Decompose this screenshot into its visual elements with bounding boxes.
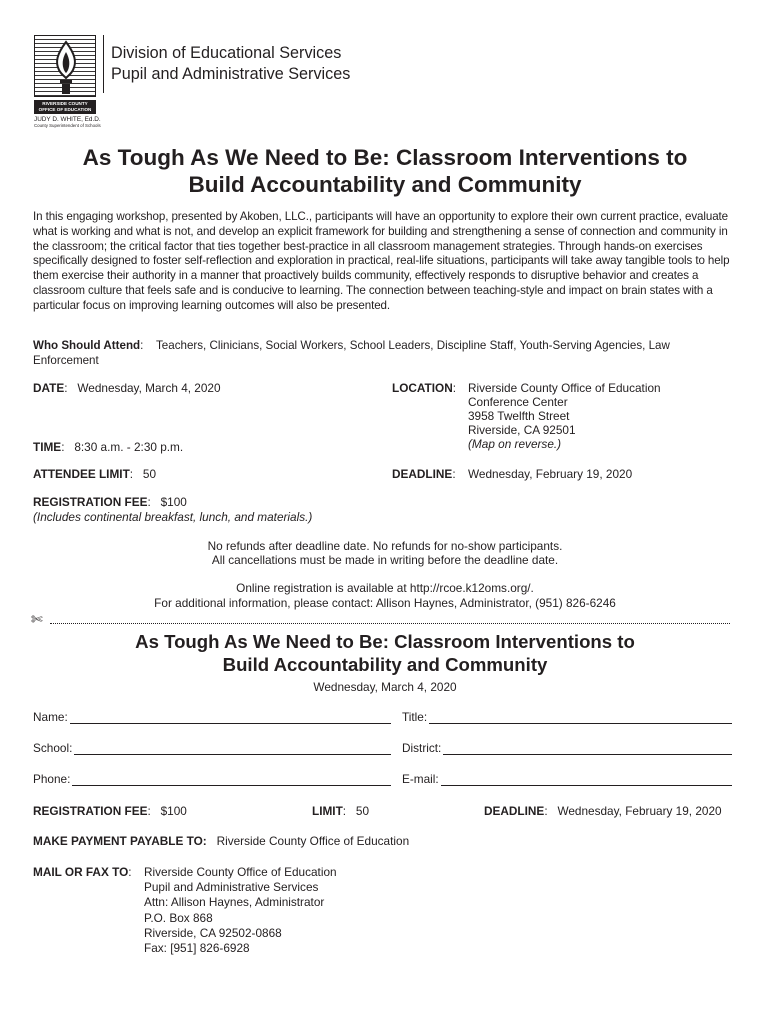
refund-policy-line1: No refunds after deadline date. No refunds for no-show participants.: [207, 539, 563, 553]
title-field[interactable]: [402, 710, 732, 724]
form-deadline: DEADLINE: Wednesday, February 19, 2020: [484, 804, 722, 818]
scissors-icon: ✄: [31, 611, 43, 627]
school-label: School:: [33, 741, 73, 755]
event-title-line2: Build Accountability and Community: [188, 172, 582, 197]
deadline-label: DEADLINE: [392, 467, 453, 481]
time-label: TIME: [33, 440, 62, 454]
cut-line: [50, 623, 730, 624]
date-value: Wednesday, March 4, 2020: [77, 381, 221, 395]
fee-label: REGISTRATION FEE: [33, 495, 148, 509]
logo-band: [34, 100, 96, 114]
district-field[interactable]: [402, 741, 732, 755]
rcoe-logo: [34, 35, 101, 128]
email-input-line[interactable]: [441, 774, 732, 786]
form-limit-label: LIMIT: [312, 804, 343, 818]
form-deadline-value: Wednesday, February 19, 2020: [557, 804, 722, 818]
limit-label: ATTENDEE LIMIT: [33, 467, 130, 481]
audience-label: Who Should Attend: [33, 339, 141, 352]
school-input-line[interactable]: [74, 743, 391, 755]
fee-note: (Includes continental breakfast, lunch, and materials.): [33, 510, 313, 524]
event-description: In this engaging workshop, presented by Akoben, LLC., participants will have an opportunity to explore their own current practice, evaluate what is working and what is not, and develop an explicit framework for building and strengthening a sense of connection and community in the classroom; the critical factor that ties together best-practice in all classroom management strategies. Through hands-on exercises specifically designed to foster self-reflection and exploration in practical, real-life situations, participants will take away tangible tools to help them exercise their authority in a manner that proactively builds community, effectively responds to disruptive behavior and creates a classroom culture that feels safe and is conducive to learning. The connection between teaching-style and impact on brain states with a particular focus on improving learning outcomes will also be presented.: [33, 210, 730, 312]
mail-line: Pupil and Administrative Services: [144, 880, 319, 895]
title-input-line[interactable]: [429, 712, 732, 724]
mail-line: Riverside County Office of Education: [144, 865, 337, 879]
logo-mark: [34, 35, 96, 97]
limit-value: 50: [142, 467, 157, 481]
time-value: 8:30 a.m. - 2:30 p.m.: [74, 440, 184, 454]
mail-label-wrap: MAIL OR FAX TO:: [33, 865, 132, 879]
logo-band-line2: OFFICE OF EDUCATION: [38, 107, 92, 112]
logo-band-line1: RIVERSIDE COUNTY: [42, 101, 88, 106]
mail-label: MAIL OR FAX TO: [33, 865, 129, 879]
location-line: Riverside County Office of Education: [468, 381, 661, 395]
district-label: District:: [402, 741, 442, 755]
payable-to: [33, 834, 409, 848]
phone-label: Phone:: [33, 772, 71, 786]
form-registration-fee: REGISTRATION FEE: $100: [33, 804, 187, 818]
phone-input-line[interactable]: [72, 774, 391, 786]
contact-info: For additional information, please contact: Allison Haynes, Administrator, (951) 826-6246: [154, 596, 616, 610]
phone-field[interactable]: [33, 772, 391, 786]
location-line: Conference Center: [468, 395, 568, 409]
division-name: Division of Educational Services: [111, 44, 342, 62]
form-title-line1: As Tough As We Need to Be: Classroom Interventions to: [135, 631, 635, 652]
header-divider: [103, 35, 104, 93]
form-fee-value: $100: [160, 804, 187, 818]
location-label-wrap: LOCATION:: [392, 381, 457, 395]
name-field[interactable]: [33, 710, 391, 724]
form-date: Wednesday, March 4, 2020: [313, 680, 457, 694]
registration-fee: REGISTRATION FEE: $100: [33, 495, 187, 509]
deadline-value: Wednesday, February 19, 2020: [468, 467, 633, 481]
event-date: DATE: Wednesday, March 4, 2020: [33, 381, 221, 395]
form-fee-label: REGISTRATION FEE: [33, 804, 148, 818]
superintendent-name: JUDY D. WHITE, Ed.D.: [34, 116, 101, 123]
form-limit-value: 50: [355, 804, 370, 818]
mail-line: Fax: [951] 826-6928: [144, 941, 250, 956]
event-title-line1: As Tough As We Need to Be: Classroom Interventions to: [82, 145, 688, 170]
mail-line: Attn: Allison Haynes, Administrator: [144, 895, 325, 910]
audience-value: Teachers, Clinicians, Social Workers, School Leaders, Discipline Staff, Youth-Serving Agencies, Law Enforcement: [33, 339, 670, 367]
school-field[interactable]: [33, 741, 391, 755]
date-label: DATE: [33, 381, 65, 395]
department-name: Pupil and Administrative Services: [111, 65, 351, 83]
location-line: 3958 Twelfth Street: [468, 409, 570, 423]
location-label: LOCATION: [392, 381, 453, 395]
email-field[interactable]: [402, 772, 732, 786]
payable-label: MAKE PAYMENT PAYABLE TO:: [33, 834, 207, 848]
map-note: (Map on reverse.): [468, 437, 562, 451]
fee-value: $100: [160, 495, 187, 509]
audience: Who Should Attend: Teachers, Clinicians, Social Workers, School Leaders, Discipline Staff, Youth-Serving Agencies, Law Enforcement: [33, 339, 670, 367]
location-line: Riverside, CA 92501: [468, 423, 576, 437]
form-title-line2: Build Accountability and Community: [222, 654, 548, 675]
mail-line: P.O. Box 868: [144, 910, 213, 925]
name-input-line[interactable]: [70, 712, 391, 724]
form-limit: LIMIT: 50: [312, 804, 370, 818]
deadline-label-wrap: DEADLINE:: [392, 467, 456, 481]
form-deadline-label: DEADLINE: [484, 804, 545, 818]
mail-address: [144, 865, 337, 956]
email-label: E-mail:: [402, 772, 439, 786]
superintendent-role: County Superintendent of Schools: [34, 123, 101, 128]
title-label: Title:: [402, 710, 428, 724]
refund-policy-line2: All cancellations must be made in writing before the deadline date.: [211, 553, 559, 567]
payable-value: Riverside County Office of Education: [216, 834, 410, 848]
online-registration-note: Online registration is available at http://rcoe.k12oms.org/.: [236, 581, 534, 595]
location-address: [468, 381, 661, 451]
name-label: Name:: [33, 710, 68, 724]
event-time: TIME: 8:30 a.m. - 2:30 p.m.: [33, 440, 184, 454]
attendee-limit: ATTENDEE LIMIT: 50: [33, 467, 157, 481]
mail-line: Riverside, CA 92502-0868: [144, 925, 282, 940]
district-input-line[interactable]: [443, 743, 732, 755]
flame-torch-icon: [49, 40, 83, 94]
